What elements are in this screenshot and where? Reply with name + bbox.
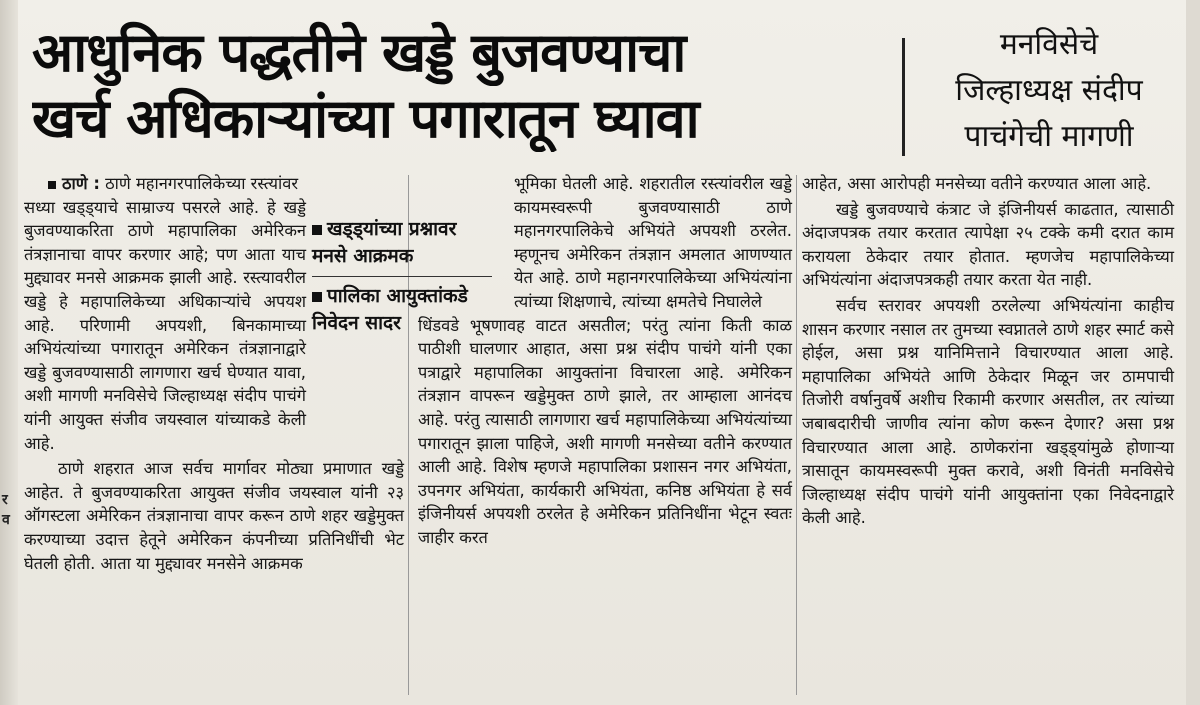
paragraph: आहेत, असा आरोपही मनसेच्या वतीने करण्यात आला आहे. [802,174,1152,193]
subheadline-2-line-1: पालिका आयुक्तांकडे [327,285,468,307]
column-divider [796,175,797,695]
side-headline-line-3: पाचंगेची मागणी [964,119,1134,154]
subheadline-1-line-2: मनसे आक्रमक [312,245,414,267]
side-headline-line-1: मनविसेचे [999,27,1099,62]
paragraph: सध्या खड्ड्याचे साम्राज्य पसरले आहे. हे खड्डे बुजवण्याकरिता ठाणे महापालिका अमेरिकन तंत्रज्ञानाचा वापर करणार आहे; पण आता याच मुद्द्यावर मनसे आक्रमक झाली आहे. रस्त्यावरील खड्डे हे महापालिकेच्या अधिकाऱ्यांचे अपयश आहे. परिणामी अपयशी, बिनकामाच्या अभियंत्यांच्या पगारातून अमेरिकन तंत्रज्ञानाद्वारे खड्डे बुजवण्यासाठी लागणारा खर्च घेण्यात यावा, अशी मागणी मनविसेचे जिल्हाध्यक्ष संदीप पाचंगे यांनी आयुक्त संजीव जयस्वाल यांच्याकडे केली आहे. [24,197,306,453]
article-column-3 [802,172,1174,530]
paragraph: भूमिका घेतली आहे. शहरातील रस्त्यांवरील खड्डे कायमस्वरूपी बुजवण्यासाठी ठाणे महानगरपालिकेचे अभियंते अपयशी ठरलेत. म्हणूनच अमेरिकन तंत्रज्ञान अमलात आणण्यात येत आहे. ठाणे महानगरपालिकेच्या अभियंत्यांना त्यांच्या शिक्षणाचे, त्यांच्या क्षमतेचे निघालेले [514,174,792,311]
subheadline-2-line-2: निवेदन सादर [312,312,401,334]
paragraph: धिंडवडे भूषणावह वाटत असतील; परंतु त्यांना किती काळ पाठीशी घालणार आहात, असा प्रश्न संदीप पाचंगे यांनी एका पत्राद्वारे महापालिका आयुक्तांना विचारला आहे. अमेरिकन तंत्रज्ञान वापरून खड्डेमुक्त ठाणे झाले, तर आम्हाला आनंदच आहे. परंतु त्यासाठी लागणारा खर्च महापालिकेच्या अभियंत्यांच्या पगारातून झाला पाहिजे, अशी मागणी मनसेच्या वतीने करण्यात आली आहे. विशेष म्हणजे महापालिका प्रशासन नगर अभियंता, उपनगर अभियंता, कार्यकारी अभियंता, कनिष्ठ अभियंता हे सर्व इंजिनीयर्स अपयशी ठरलेत हे अमेरिकन प्रतिनिधींना भेटून स्वतः जाहीर करत [418,315,792,547]
adjacent-column-text: र व [2,492,10,528]
bullet-square-icon [312,225,322,235]
article-column-2 [418,172,792,550]
paragraph-text: ठाणे महानगरपालिकेच्या रस्त्यांवर [105,174,299,193]
headline-line-2: खर्च अधिकाऱ्यांच्या पगारातून घ्यावा [32,87,699,150]
main-headline [32,20,892,152]
dateline: ठाणे : [62,174,100,193]
side-headline-line-2: जिल्हाध्यक्ष संदीप [955,73,1143,108]
side-headline [914,22,1184,160]
adjacent-column-edge [0,0,18,705]
bullet-square-icon [312,292,322,302]
paragraph: सर्वच स्तरावर अपयशी ठरलेल्या अभियंत्यांना काहीच शासन करणार नसाल तर तुमच्या स्वप्नातले ठाणे शहर स्मार्ट कसे होईल, असा प्रश्न यानिमित्ताने विचारण्यात आला आहे. महापालिका अभियंते आणि ठेकेदार मिळून जर ठामपाची तिजोरी वर्षानुवर्षे अशीच रिकामी करणार असतील, तर त्यांच्या जबाबदारीची जाणीव त्यांना कोण करून देणार? असा प्रश्न विचारण्यात आला आहे. ठाणेकरांना खड्ड्यांमुळे होणाऱ्या त्रासातून कायमस्वरूपी मुक्त करावे, अशी विनंती मनविसेचे जिल्हाध्यक्ष संदीप पाचंगे यांनी आयुक्तांना एका निवेदनाद्वारे केली आहे. [802,295,1174,528]
headline-line-1: आधुनिक पद्धतीने खड्डे बुजवण्याचा [32,21,686,84]
page-edge [1186,0,1200,705]
paragraph: खड्डे बुजवण्याचे कंत्राट जे इंजिनीयर्स काढतात, त्यासाठी अंदाजपत्रक तयार करतात त्यापेक्षा २५ टक्के कमी दरात काम करायला ठेकेदार तयार होतात. म्हणजेच महापालिकेच्या अभियंत्यांना अंदाजपत्रकही तयार करता येत नाही. [802,199,1174,290]
paragraph: ठाणे शहरात आज सर्वच मार्गावर मोठ्या प्रमाणात खड्डे आहेत. ते बुजवण्याकरिता आयुक्त संजीव जयस्वाल यांनी २३ ऑगस्टला अमेरिकन तंत्रज्ञानाचा वापर करून ठाणे शहर खड्डेमुक्त करण्याच्या उदात्त हेतूने अमेरिकन कंपनीच्या प्रतिनिधींची भेट घेतली होती. आता या मुद्द्यावर मनसेने आक्रमक [24,459,404,573]
paragraph [24,172,404,196]
subheadline-1-line-1: खड्ड्यांच्या प्रश्नावर [327,218,457,240]
dateline-bullet [48,181,56,189]
headline-divider [902,38,905,156]
